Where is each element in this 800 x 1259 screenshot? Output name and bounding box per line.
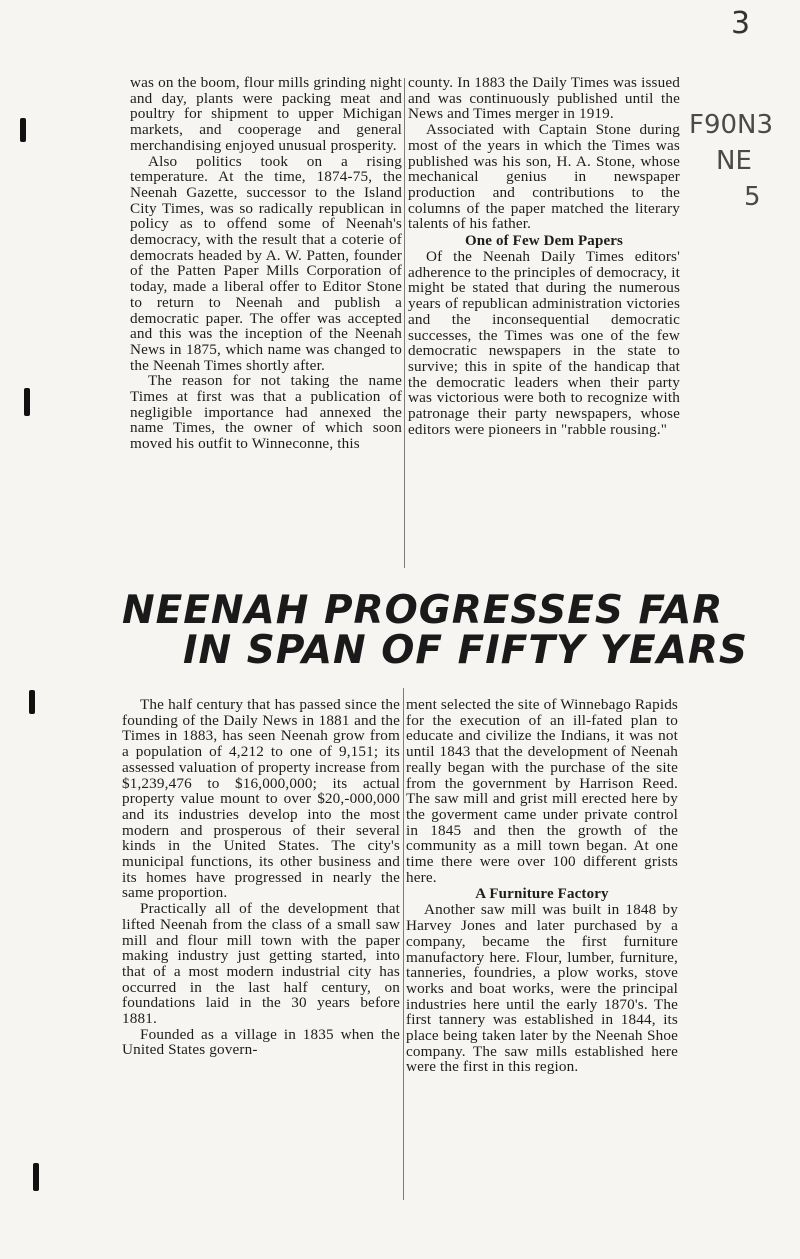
- upper-left-column: [130, 75, 402, 452]
- lower-left-paragraph-2: Practically all of the development that lifted Neenah from the class of a small saw mill and flour mill town with the paper making industry just getting started, into that of a most modern industrial city has occurred in the last half century, on foundations laid in the 30 years before 1881.: [122, 900, 400, 1028]
- upper-right-paragraph-2: Associated with Captain Stone during most of the years in which the Times was published was his son, H. A. Stone, whose mechanical genius in newspaper production and contributions to the columns of the paper matched the literary talents of his father.: [408, 121, 680, 233]
- lower-right-column: [406, 697, 678, 1075]
- binding-mark-1: [20, 118, 26, 142]
- pencil-note-line3: 5: [744, 182, 761, 212]
- lower-right-paragraph-2: Another saw mill was built in 1848 by Harvey Jones and later purchased by a company, became the first furniture manufactory here. Flour, lumber, furniture, tanneries, foundries, a plow works, stove works and boat works, were the principal industries here until the early 1870's. The first tannery was established in 1844, its place being taken later by the Neenah Shoe company. The saw mills established here were the first in this region.: [406, 901, 678, 1076]
- lower-left-paragraph-1: The half century that has passed since the founding of the Daily News in 1881 and the Times in 1883, has seen Neenah grow from a population of 4,212 to one of 9,151; its assessed valuation of property increase from $1,239,476 to $16,000,000; its actual property value mount to over $20,-000,000 and its industries develop into the most modern and prosperous of their several kinds in the United States. The city's municipal functions, its other business and its homes have progressed in nearly the same proportion.: [122, 696, 400, 902]
- upper-left-paragraph-2: Also politics took on a rising temperature. At the time, 1874-75, the Neenah Gazette, successor to the Island City Times, was so radically republican in policy as to offend some of Neenah's democracy, with the result that a coterie of democrats headed by A. W. Patten, founder of the Patten Paper Mills Corporation of today, made a liberal offer to Editor Stone to return to Neenah and publish a democratic paper. The offer was accepted and this was the inception of the Neenah News in 1875, which name was changed to the Neenah Times shortly after.: [130, 152, 402, 374]
- upper-column-divider: [404, 78, 405, 568]
- binding-mark-2: [24, 388, 30, 416]
- lower-left-paragraph-3: Founded as a village in 1835 when the United States govern-: [122, 1025, 400, 1059]
- binding-mark-4: [33, 1163, 39, 1191]
- upper-right-paragraph-3: Of the Neenah Daily Times editors' adherence to the principles of democracy, it might be stated that during the numerous years of republican administration victories and the inconsequential democratic successes, the Times was one of the few democratic newspapers in the state to survive; this in spite of the handicap that the democratic leaders when their party was victorious were both to recognize with patronage their party newspapers, whose editors were pioneers in "rabble rousing.": [408, 248, 680, 438]
- lower-subhead: A Furniture Factory: [475, 886, 609, 903]
- page-number: 3: [731, 6, 751, 41]
- upper-subhead: One of Few Dem Papers: [464, 233, 624, 250]
- upper-left-paragraph-3: The reason for not taking the name Times at first was that a publication of negligible importance had annexed the name Times, the owner of which soon moved his outfit to Winneconne, this: [130, 372, 402, 453]
- binding-mark-3: [29, 690, 35, 714]
- lower-left-column: [122, 697, 400, 1058]
- lower-right-paragraph-1: ment selected the site of Winnebago Rapids for the execution of an ill-fated plan to educate and civilize the Indians, it was not until 1843 that the development of Neenah really began with the purchase of the site from the government by Harrison Reed. The saw mill and grist mill erected here by the goverment came under private control in 1845 and then the growth of the community as a mill town began. At one time there were over 100 different grists here.: [406, 696, 678, 886]
- pencil-note-line1: F90N3: [689, 110, 774, 140]
- headline-line-2: IN SPAN OF FIFTY YEARS: [183, 628, 748, 673]
- upper-right-column: [408, 75, 680, 437]
- headline-line-1: NEENAH PROGRESSES FAR: [122, 588, 724, 633]
- upper-right-paragraph-1: county. In 1883 the Daily Times was issued and was continuously published until the News and Times merger in 1919.: [408, 74, 680, 123]
- lower-column-divider: [403, 688, 404, 1200]
- upper-left-paragraph-1: was on the boom, flour mills grinding night and day, plants were packing meat and poultry for shipment to upper Michigan markets, and cooperage and general merchandising enjoyed unusual prosperity.: [130, 74, 402, 154]
- pencil-note-line2: NE: [716, 146, 752, 176]
